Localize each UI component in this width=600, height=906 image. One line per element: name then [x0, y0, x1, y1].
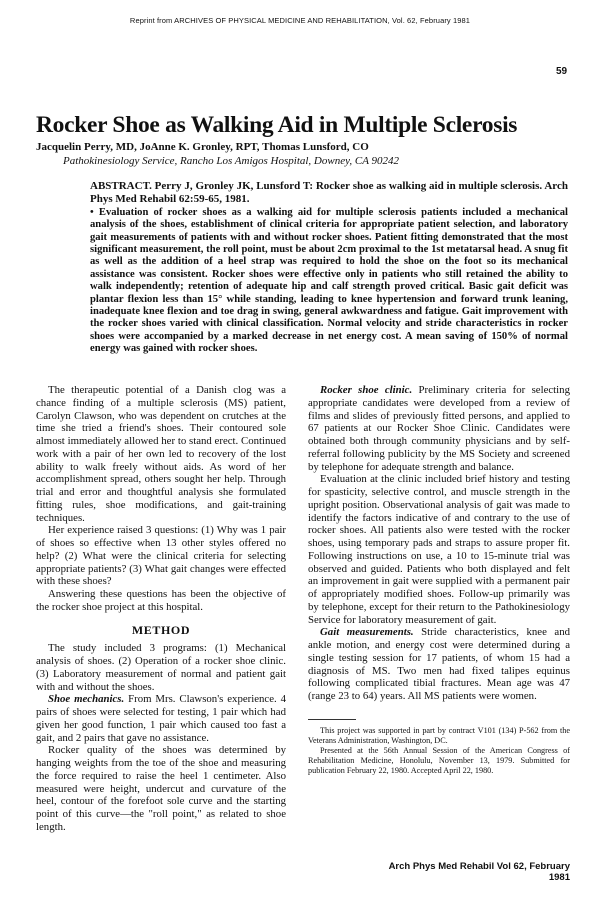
rocker-quality-paragraph: Rocker quality of the shoes was determined by hanging weights from the toe of the shoe and measuring the force required to raise the heel 1 centimeter. Also measured were height, undercut and curvature of the heel, contour of the forefoot sole curve and the starting point of this curve—the "roll point," as related to shoe length.: [36, 744, 286, 833]
shoe-mechanics-heading: Shoe mechanics.: [48, 693, 125, 706]
gait-measurements-paragraph: Gait measurements. Stride characteristics, knee and ankle motion, and energy cost were determined during a single testing session for 17 patients, of whom 15 had a diagnosis of MS. Two men had fixed talipes equinus following complicated tibial fractures. Mean age was 47 (range 23 to 64) years. All MS patients were women.: [308, 626, 570, 702]
abstract-body: • Evaluation of rocker shoes as a walking aid for multiple sclerosis patients included a mechanical analysis of the shoes, establishment of clinical criteria for appropriate patient selection, and laboratory gait measurements of patients with and without rocker shoes. Patient fitting demonstrated that the most significant measurement, the roll point, must be about 2cm proximal to the 1st metatarsal head. A snug fit as well as the addition of a heel strap was required to hold the shoe on the foot so its mechanical assistance was consistent. Rocker shoes were effective only in patients who still retained the ability to walk independently; retention of adequate hip and calf strength proved critical. Basic gait deficit was plantar flexion less than 15° while standing, leading to knee hypertension and forward trunk leaning, inadequate knee flexion and toe drag in swing, general awkwardness and fatigue. Gait improvement with the rocker shoes varied with clinical classification. Normal velocity and stride characteristics in rocker shoes were accompanied by a marked decrease in net energy cost. A mean saving of 150% of normal energy was gained with rocker shoes.: [90, 206, 568, 355]
shoe-mechanics-paragraph: Shoe mechanics. From Mrs. Clawson's experience. 4 pairs of shoes were selected for testing, 1 pair which had given her good function, 1 pair which caused too fast a gait, and 2 pairs that gave no assistance.: [36, 693, 287, 744]
gait-measurements-heading: Gait measurements.: [320, 626, 414, 639]
intro-paragraph-3: Answering these questions has been the objective of the rocker shoe project at this hospital.: [36, 588, 286, 613]
author-list: Jacquelin Perry, MD, JoAnne K. Gronley, RPT, Thomas Lunsford, CO: [36, 141, 369, 153]
running-footer: Arch Phys Med Rehabil Vol 62, February 1981: [388, 861, 570, 883]
abstract-citation: ABSTRACT. Perry J, Gronley JK, Lunsford T: Rocker shoe as walking aid in multiple sclerosis. Arch Phys Med Rehabil 62:59-65, 1981.: [90, 180, 568, 206]
evaluation-paragraph: Evaluation at the clinic included brief history and testing for spasticity, selective control, and muscle strength in the upright position. Observational analysis of gait was made to identify the factors indicative of and contrary to the use of rocker shoes. All patients also were tested with the rocker shoes, using temporary pads and straps to assure proper fit. Following instructions on use, a 10 to 15-minute trial was observed and guided. Patients who both displayed and felt an improvement in gait were supplied with a permanent pair of appropriately modified shoes. Follow-up primarily was by telephone, except for their return to the Pathokinesiology Service for laboratory measurement of gait.: [308, 473, 570, 626]
article-title: Rocker Shoe as Walking Aid in Multiple Sclerosis: [36, 112, 518, 138]
method-heading: METHOD: [131, 622, 191, 637]
affiliation: Pathokinesiology Service, Rancho Los Amigos Hospital, Downey, CA 90242: [63, 155, 399, 167]
left-column: [36, 384, 286, 834]
rocker-clinic-heading: Rocker shoe clinic.: [320, 384, 413, 396]
method-paragraph-1: The study included 3 programs: (1) Mechanical analysis of shoes. (2) Operation of a rocker shoe clinic. (3) Laboratory measurement of normal and patient gait with and without the shoes.: [36, 642, 286, 693]
footnote-funding: This project was supported in part by contract V101 (134) P-562 from the Veterans Administration, Washington, DC.: [308, 725, 570, 745]
rocker-clinic-paragraph: Rocker shoe clinic. Preliminary criteria for selecting appropriate candidates were developed from a review of films and slides of previously fitted persons, and applied to 67 patients at our Rocker Shoe Clinic. Candidates were obtained both through community physicians and by self-referral following publicity by the MS Society and screened by telephone for adequate strength and balance.: [308, 384, 570, 473]
abstract: [90, 180, 568, 356]
footnote-divider: [308, 719, 356, 720]
page-number: 59: [556, 66, 568, 77]
footnote-presentation: Presented at the 56th Annual Session of the American Congress of Rehabilitation Medicine, Honolulu, November 13, 1979. Submitted for publication February 22, 1980. Accepted April 22, 1980.: [308, 745, 570, 775]
right-column: [308, 384, 570, 776]
intro-paragraph-2: Her experience raised 3 questions: (1) Why was 1 pair of shoes so effective when 13 other styles offered no help? (2) What were the clinical criteria for selecting appropriate patients? (3) What gait changes were effected with these shoes?: [36, 524, 286, 588]
reprint-line: Reprint from ARCHIVES OF PHYSICAL MEDICINE AND REHABILITATION, Vol. 62, February 1981: [129, 16, 471, 25]
intro-paragraph-1: The therapeutic potential of a Danish clog was a chance finding of a multiple sclerosis (MS) patient, Carolyn Clawson, who was dependent on crutches at the time she tried a friend's shoes. Their contoured sole almost immediately allowed her to stand erect. Continued work with a pair of her own led to recovery of the lost ability to walk freely without aids. As word of her accomplishment spread, others sought her help. Through trial and error and thoughtful analysis she formulated fitting rules, shoe modifications, and gait-training techniques.: [36, 384, 286, 524]
